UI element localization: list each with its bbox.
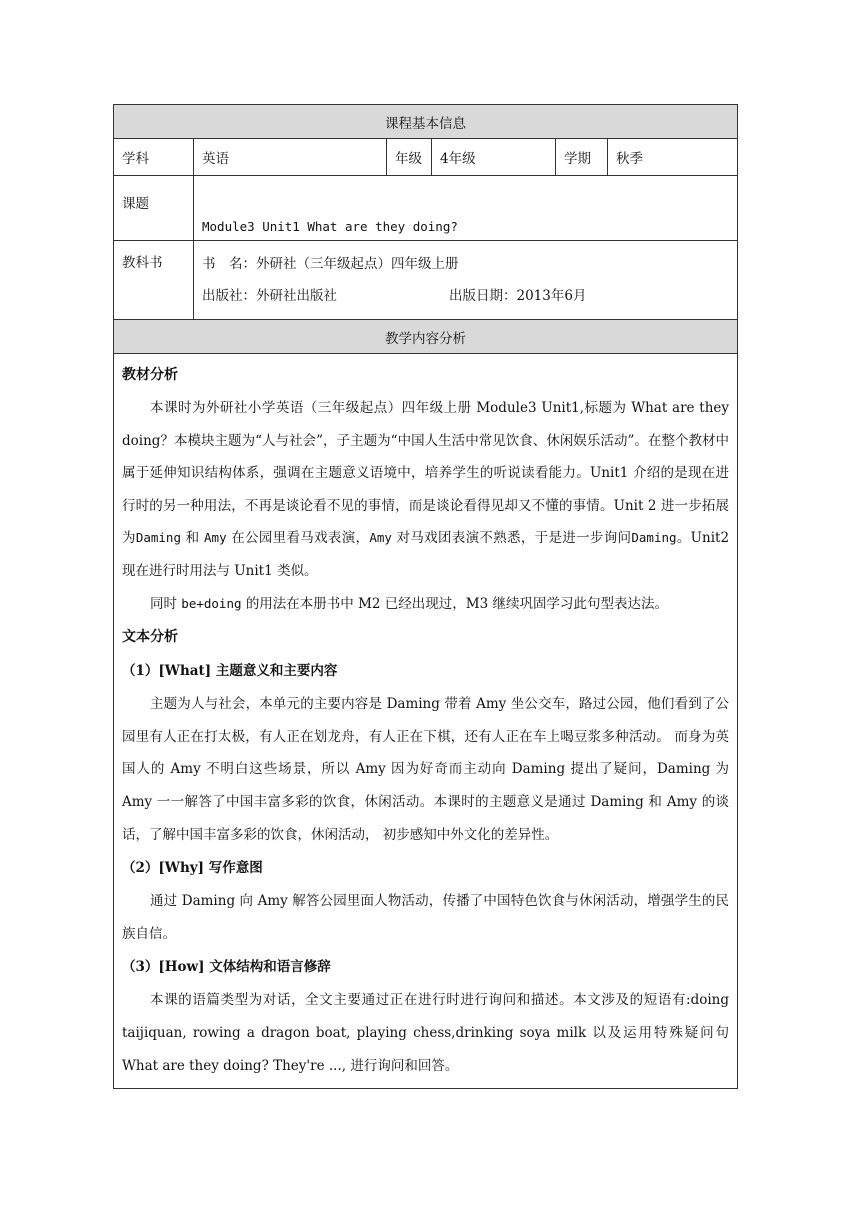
- topic-label: 课题: [114, 176, 194, 241]
- text-run: 的用法在本册书中 M2 已经出现过，M3 继续巩固学习此句型表达法。: [245, 595, 669, 612]
- material-paragraph-1: [122, 392, 729, 588]
- text-run-mono: be+doing: [181, 595, 242, 611]
- grade-label: 年级: [387, 139, 432, 176]
- what-paragraph: 主题为人与社会，本单元的主要内容是 Daming 带着 Amy 坐公交车，路过公园，他们看到了公园里有人正在打太极，有人正在划龙舟，有人正在下棋，还有人正在车上喝豆浆多种活动。 而身为英国人的 Amy 不明白这些场景，所以 Amy 因为好奇而主动向 Daming 提出了疑问，Daming 为 Amy 一一解答了中国丰富多彩的饮食，休闲活动。本课时的主题意义是通过 Daming 和 Amy 的谈话，了解中国丰富多彩的饮食，休闲活动， 初步感知中外文化的差异性。: [122, 696, 730, 843]
- text-run-mono: Amy: [204, 530, 227, 546]
- analysis-content: [114, 354, 738, 1089]
- lesson-info-table: [113, 104, 738, 1089]
- publish-date: 出版日期：2013年6月: [449, 288, 587, 304]
- book-name: 书 名：外研社（三年级起点）四年级上册: [202, 256, 459, 272]
- publisher: 出版社：外研社出版社: [202, 288, 337, 304]
- text-run-mono: Daming: [135, 530, 181, 546]
- subject-value: 英语: [194, 139, 387, 176]
- what-heading: （1）[What] 主题意义和主要内容: [122, 663, 338, 680]
- how-paragraph: 本课的语篇类型为对话，全文主要通过正在进行时进行询问和描述。本文涉及的短语有:doing taijiquan, rowing a dragon boat, playing chess,drinking soya milk 以及运用特殊疑问句 What are they doing? They're ..., 进行询问和回答。: [122, 992, 730, 1074]
- why-heading: （2）[Why] 写作意图: [122, 860, 263, 877]
- publisher-line: [202, 280, 729, 312]
- text-run-mono: Daming: [631, 530, 677, 546]
- text-run: 同时: [150, 595, 177, 612]
- material-paragraph-2: [122, 588, 729, 621]
- textbook-info: [194, 241, 738, 320]
- grade-value: 4年级: [432, 139, 556, 176]
- document-page: [113, 104, 737, 1089]
- material-heading: 教材分析: [122, 367, 178, 383]
- subject-label: 学科: [114, 139, 194, 176]
- why-paragraph: 通过 Daming 向 Amy 解答公园里面人物活动，传播了中国特色饮食与休闲活动，增强学生的民族自信。: [122, 893, 730, 942]
- text-run: 本课时为外研社小学英语（三年级起点）四年级上册 Module3 Unit1,标题为 What are they doing？本模块主题为“人与社会”，子主题为“中国人生活中常见饮食、休闲娱乐活动”。在整个教材中属于延伸知识结构体系，强调在主题意义语境中，培养学生的听说读看能力。Unit1 介绍的是现在进行时的另一种用法，不再是谈论看不见的事情，而是谈论看得见却又不懂的事情。Unit 2 进一步拓展为: [122, 400, 730, 547]
- term-label: 学期: [556, 139, 608, 176]
- text-analysis-heading: 文本分析: [122, 629, 178, 646]
- analysis-header: 教学内容分析: [114, 320, 738, 354]
- text-run-mono: Amy: [369, 530, 392, 546]
- basic-info-header: 课程基本信息: [114, 105, 738, 139]
- text-run: 和: [185, 530, 200, 547]
- text-run: 对马戏团表演不熟悉，于是进一步询问: [396, 530, 632, 547]
- text-run: 在公园里看马戏表演，: [231, 530, 370, 547]
- topic-value: Module3 Unit1 What are they doing?: [194, 176, 738, 241]
- term-value: 秋季: [608, 139, 738, 176]
- textbook-label: 教科书: [114, 241, 194, 320]
- how-heading: （3）[How] 文体结构和语言修辞: [122, 959, 331, 976]
- text-run: 。Unit2 现在进行时用法与 Unit1 类似。: [122, 530, 730, 579]
